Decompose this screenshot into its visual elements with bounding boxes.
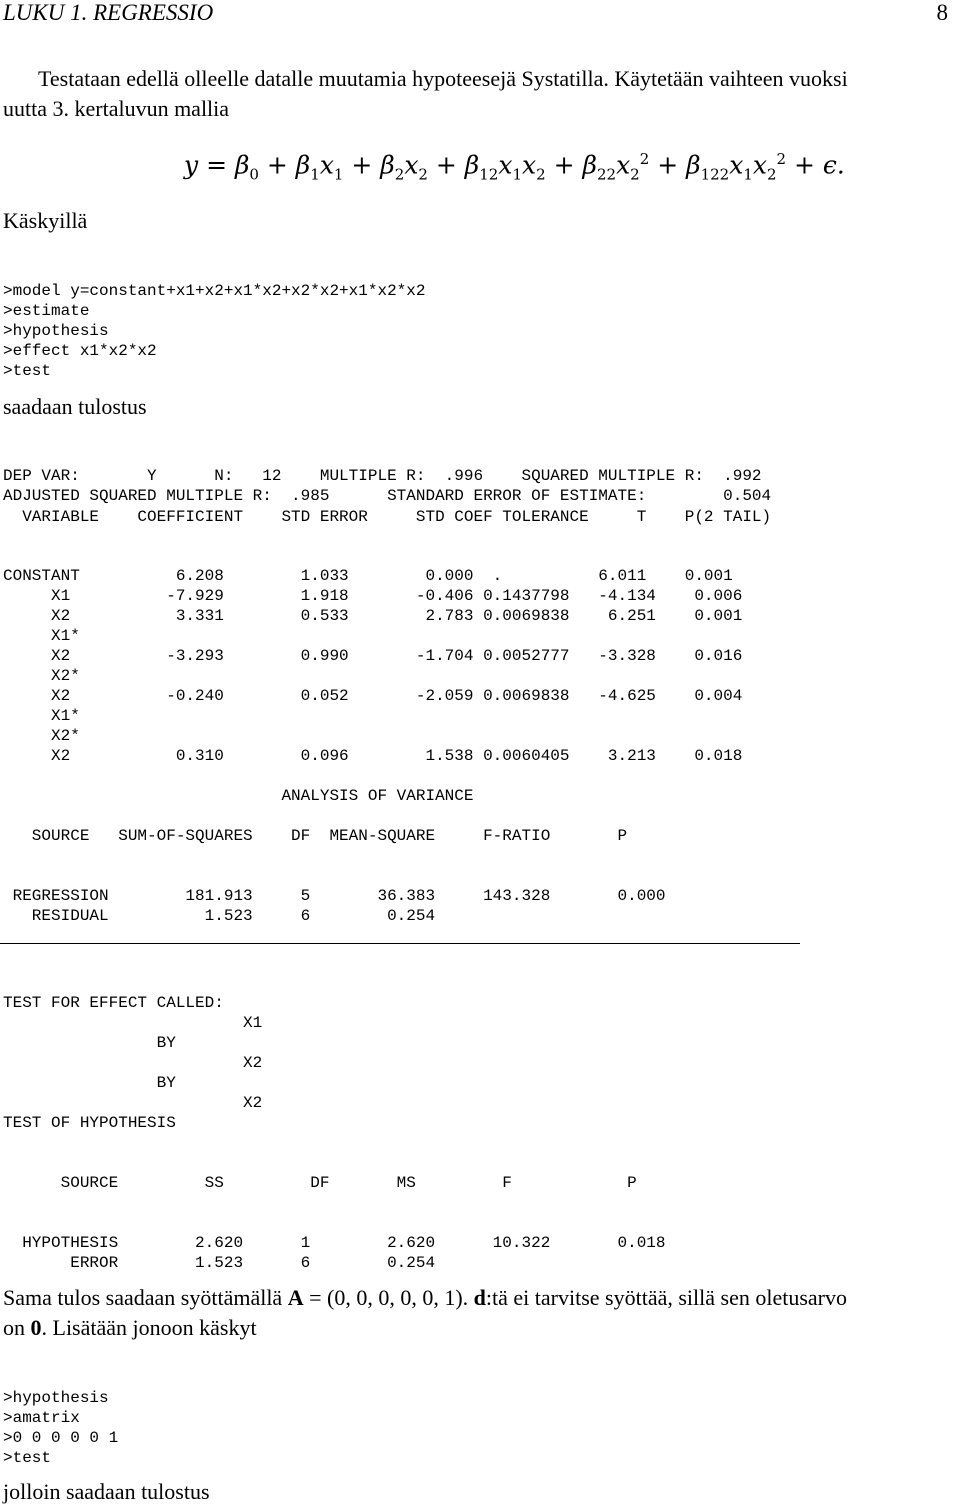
command-line: >0 0 0 0 0 1	[3, 1429, 119, 1447]
table-row: X1*	[3, 627, 80, 645]
output-label: saadaan tulostus	[3, 394, 147, 419]
command-line: >effect x1*x2*x2	[3, 342, 157, 360]
effect-line: X2	[3, 1094, 263, 1112]
intro-line-1: Testataan edellä olleelle datalle muutamia hypoteesejä Systatilla. Käytetään vaihteen vuoksi	[38, 66, 848, 91]
table-row: X2 3.331 0.533 2.783 0.0069838 6.251 0.001	[3, 607, 743, 625]
hypothesis-table	[3, 1213, 666, 1293]
closing-line-1	[3, 1283, 847, 1313]
command-line: >hypothesis	[3, 1389, 109, 1407]
table-row: X2*	[3, 727, 80, 745]
zero-vector-symbol: 0	[30, 1315, 42, 1340]
output-line: DEP VAR: Y N: 12 MULTIPLE R: .996 SQUARED MULTIPLE R: .992	[3, 467, 762, 485]
page-number: 8	[936, 0, 948, 25]
closing-math: = (0, 0, 0, 0, 0, 1).	[303, 1285, 474, 1310]
coef-table	[3, 546, 742, 786]
closing-line-2	[3, 1313, 257, 1343]
table-row: X1*	[3, 707, 80, 725]
table-row: X1 -7.929 1.918 -0.406 0.1437798 -4.134 0.006	[3, 587, 743, 605]
table-row: X2 0.310 0.096 1.538 0.0060405 3.213 0.018	[3, 747, 743, 765]
hypothesis-title: TEST OF HYPOTHESIS	[3, 1114, 176, 1132]
command-line: >test	[3, 362, 52, 380]
table-row: RESIDUAL 1.523 6 0.254	[3, 907, 436, 925]
command-line: >test	[3, 1449, 52, 1467]
table-row: X2 -0.240 0.052 -2.059 0.0069838 -4.625 0.004	[3, 687, 743, 705]
vector-d-symbol: d	[473, 1285, 486, 1310]
closing-text: :tä ei tarvitse syöttää, sillä sen oletusarvo	[485, 1285, 847, 1310]
commands-label: Käskyillä	[3, 208, 88, 233]
table-row: X2*	[3, 667, 80, 685]
model-equation: $y = \beta_0 + \beta_1x_1 + \beta_2x_2 + \beta_{12}x_1x_2 + \beta_{22}x_2^2 + \beta_{122}x_1x_2^2 + \epsilon$.	[184, 150, 845, 184]
chapter-header: LUKU 1. REGRESSIO	[3, 0, 214, 25]
command-line: >hypothesis	[3, 322, 109, 340]
effect-line: TEST FOR EFFECT CALLED:	[3, 994, 224, 1012]
effect-line: X1	[3, 1014, 263, 1032]
matrix-a-symbol: A	[287, 1285, 304, 1310]
coef-table-header: VARIABLE COEFFICIENT STD ERROR STD COEF TOLERANCE T P(2 TAIL)	[3, 508, 772, 526]
anova-header: SOURCE SUM-OF-SQUARES DF MEAN-SQUARE F-RATIO P	[3, 827, 628, 845]
table-row: X2 -3.293 0.990 -1.704 0.0052777 -3.328 0.016	[3, 647, 743, 665]
effect-block	[3, 973, 262, 1133]
divider	[0, 943, 800, 944]
command-line: >amatrix	[3, 1409, 80, 1427]
output-line: ADJUSTED SQUARED MULTIPLE R: .985 STANDARD ERROR OF ESTIMATE: 0.504	[3, 487, 772, 505]
command-line: >model y=constant+x1+x2+x1*x2+x2*x2+x1*x2*x2	[3, 282, 426, 300]
closing-text: Sama tulos saadaan syöttämällä	[3, 1285, 288, 1310]
anova-title: ANALYSIS OF VARIANCE	[3, 787, 474, 805]
intro-line-2: uutta 3. kertaluvun mallia	[3, 96, 230, 121]
command-block-1	[3, 261, 425, 401]
effect-line: BY	[3, 1034, 176, 1052]
table-row: HYPOTHESIS 2.620 1 2.620 10.322 0.018	[3, 1234, 666, 1252]
closing-text: on	[3, 1315, 31, 1340]
table-row: ERROR 1.523 6 0.254	[3, 1254, 436, 1272]
hypothesis-header: SOURCE SS DF MS F P	[3, 1174, 637, 1192]
table-row: REGRESSION 181.913 5 36.383 143.328 0.000	[3, 887, 666, 905]
command-line: >estimate	[3, 302, 90, 320]
final-label: jolloin saadaan tulostus	[3, 1479, 210, 1504]
table-row: CONSTANT 6.208 1.033 0.000 . 6.011 0.001	[3, 567, 733, 585]
effect-line: BY	[3, 1074, 176, 1092]
anova-table	[3, 866, 666, 946]
effect-line: X2	[3, 1054, 263, 1072]
closing-text: . Lisätään jonoon käskyt	[41, 1315, 257, 1340]
command-block-2	[3, 1368, 118, 1488]
